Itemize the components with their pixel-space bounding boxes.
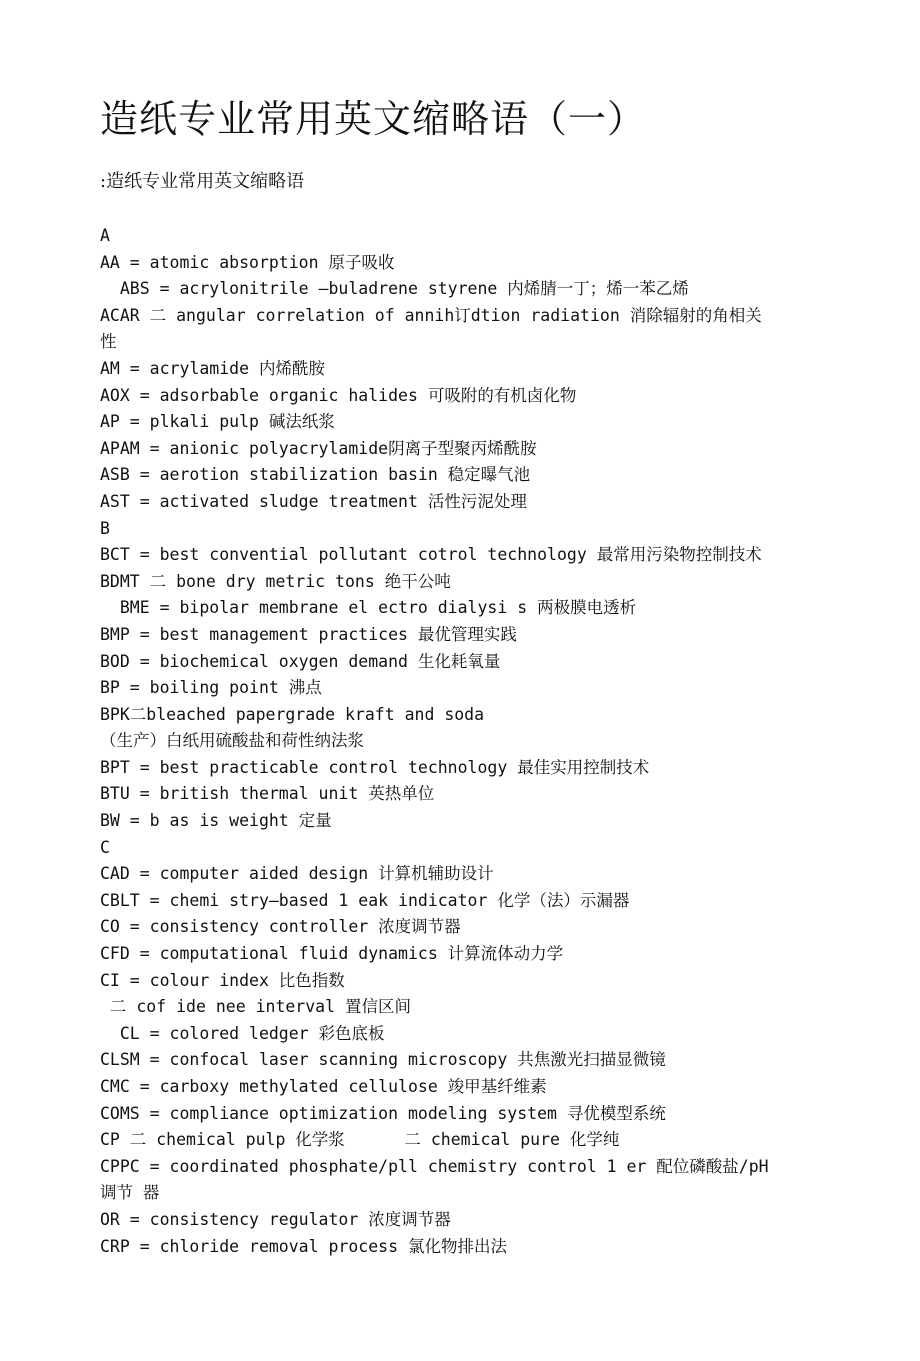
entry-cppc-continuation: 调节 器 xyxy=(100,1183,160,1203)
entry-ci: CI = colour index 比色指数 xyxy=(100,970,345,990)
entry-cfd: CFD = computational fluid dynamics 计算流体动力学 xyxy=(100,944,564,964)
entry-bme: BME = bipolar membrane el ectro dialysi s 两极膜电透析 xyxy=(100,598,637,618)
entry-confidence-interval: 二 cof ide nee interval 置信区间 xyxy=(100,997,411,1017)
entry-cad: CAD = computer aided design 计算机辅助设计 xyxy=(100,864,494,884)
entry-coms: COMS = compliance optimization modeling system 寻优模型系统 xyxy=(100,1103,666,1123)
entry-cppc: CPPC = coordinated phosphate/pll chemistry control 1 er 配位磷酸盐/pH xyxy=(100,1156,769,1176)
document-page xyxy=(100,88,820,1260)
section-letter-b: B xyxy=(100,518,110,538)
section-letter-c: C xyxy=(100,837,110,857)
entry-bod: BOD = biochemical oxygen demand 生化耗氧量 xyxy=(100,651,501,671)
entry-acar: ACAR 二 angular correlation of annih订dtion radiation 消除辐射的角相关 xyxy=(100,305,762,325)
entry-am: AM = acrylamide 内烯酰胺 xyxy=(100,358,325,378)
entry-aox: AOX = adsorbable organic halides 可吸附的有机卤化物 xyxy=(100,385,577,405)
page-subtitle: :造纸专业常用英文缩略语 xyxy=(100,171,305,192)
entry-acar-continuation: 性 xyxy=(100,332,117,352)
entry-ap: AP = plkali pulp 碱法纸浆 xyxy=(100,412,335,432)
entry-bpk-continuation: （生产）白纸用硫酸盐和荷性纳法浆 xyxy=(100,731,364,751)
entry-crp: CRP = chloride removal process 氯化物排出法 xyxy=(100,1236,507,1256)
entry-co: CO = consistency controller 浓度调节器 xyxy=(100,917,461,937)
entry-asb: ASB = aerotion stabilization basin 稳定曝气池 xyxy=(100,465,531,485)
entry-cmc: CMC = carboxy methylated cellulose 竣甲基纤维素 xyxy=(100,1077,547,1096)
entry-cl: CL = colored ledger 彩色底板 xyxy=(100,1023,385,1043)
entry-bpk: BPK二bleached papergrade kraft and soda xyxy=(100,704,485,724)
entry-bct: BCT = best convential pollutant cotrol technology 最常用污染物控制技术 xyxy=(100,545,762,565)
abbreviation-list xyxy=(100,223,820,1260)
entry-aa: AA = atomic absorption 原子吸收 xyxy=(100,252,395,272)
entry-bmp: BMP = best management practices 最优管理实践 xyxy=(100,624,517,644)
entry-abs: ABS = acrylonitrile —buladrene styrene 内烯腈一丁；烯一苯乙烯 xyxy=(100,279,689,299)
entry-bdmt: BDMT 二 bone dry metric tons 绝干公吨 xyxy=(100,571,451,591)
section-letter-a: A xyxy=(100,226,110,245)
page-title: 造纸专业常用英文缩略语（一） xyxy=(100,97,647,141)
entry-bw: BW = b as is weight 定量 xyxy=(100,811,332,831)
entry-ast: AST = activated sludge treatment 活性污泥处理 xyxy=(100,491,527,511)
entry-cblt: CBLT = chemi stry—based 1 eak indicator 化学（法）示漏器 xyxy=(100,890,630,910)
entry-cp: CP 二 chemical pulp 化学浆 二 chemical pure 化学纯 xyxy=(100,1130,620,1150)
entry-or: OR = consistency regulator 浓度调节器 xyxy=(100,1209,451,1229)
entry-bp: BP = boiling point 沸点 xyxy=(100,678,322,698)
entry-bpt: BPT = best practicable control technology 最佳实用控制技术 xyxy=(100,757,650,777)
entry-clsm: CLSM = confocal laser scanning microscopy 共焦激光扫描显微镜 xyxy=(100,1050,666,1070)
entry-apam: APAM = anionic polyacrylamide阴离子型聚丙烯酰胺 xyxy=(100,438,537,458)
entry-btu: BTU = british thermal unit 英热单位 xyxy=(100,784,435,804)
